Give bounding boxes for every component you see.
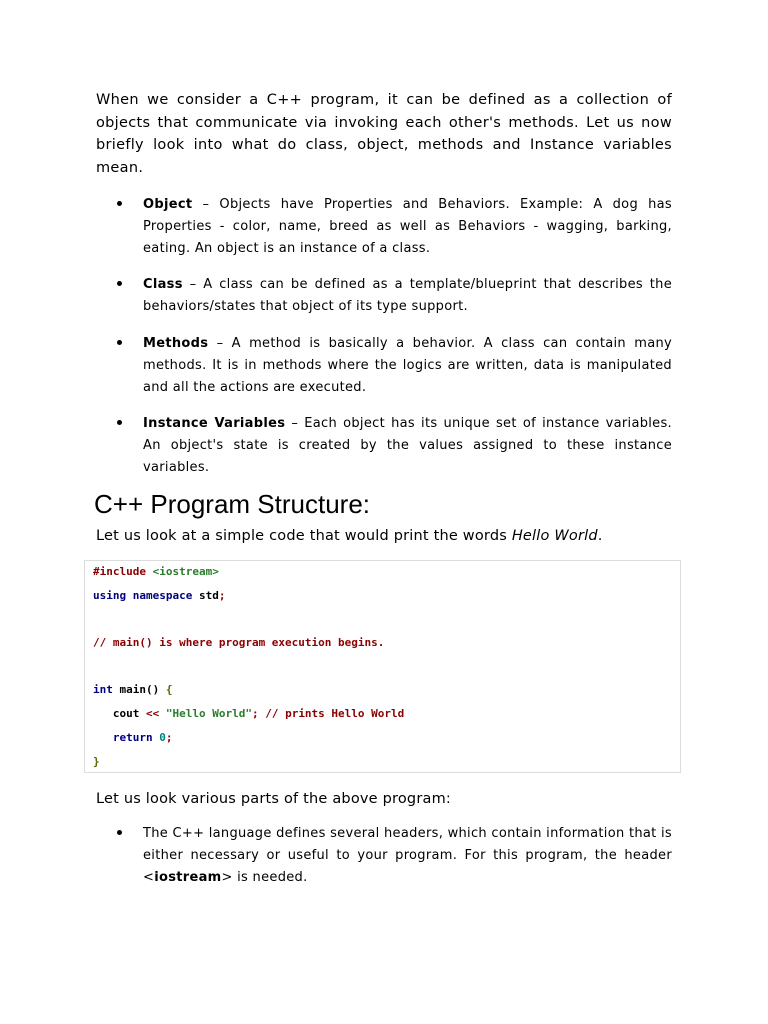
definition-instance-variables: – Each object has its unique set of instance variables. An object's state is created by the values assigned to these instance variables. xyxy=(143,416,672,475)
code-block xyxy=(84,560,681,773)
code-line-6 xyxy=(93,683,172,697)
code-line-4 xyxy=(93,636,384,650)
intro-paragraph: When we consider a C++ program, it can be defined as a collection of objects that communicate via invoking each other's methods. Let us now briefly look into what do class, object, methods and Instance variables mean. xyxy=(96,92,672,176)
angle-close: > xyxy=(221,870,233,885)
code-brace: } xyxy=(93,755,100,768)
bullet-icon xyxy=(117,830,122,835)
code-operator: << xyxy=(145,707,166,720)
list-item-text xyxy=(143,823,672,889)
code-punct: ; xyxy=(218,589,226,602)
code-directive: #include xyxy=(93,565,153,578)
code-identifier: std xyxy=(198,589,219,602)
code-header: <iostream> xyxy=(152,565,219,578)
code-indent xyxy=(93,731,113,744)
lead-paragraph xyxy=(96,525,603,547)
headers-text: The C++ language defines several headers, which contain information that is either necessary or useful to your program. For this program, the header xyxy=(143,826,672,863)
code-punct: ; xyxy=(165,731,173,744)
definition-class: – A class can be defined as a template/blueprint that describes the behaviors/states that object of its type support. xyxy=(143,277,672,314)
code-line-2 xyxy=(93,589,225,603)
bullet-icon xyxy=(117,201,122,206)
bullet-icon xyxy=(117,420,122,425)
bullet-icon xyxy=(117,281,122,286)
headers-text-end: is needed. xyxy=(232,870,308,885)
lead-emphasis: Hello World xyxy=(511,528,598,544)
angle-open: < xyxy=(143,870,155,885)
code-identifier: main() xyxy=(119,683,166,696)
header-name: iostream xyxy=(154,870,222,885)
code-brace: { xyxy=(165,683,173,696)
code-number: 0 xyxy=(159,731,166,744)
code-line-7 xyxy=(93,707,404,721)
list-item-text xyxy=(143,274,672,318)
code-keyword: int xyxy=(93,683,120,696)
code-keyword: using namespace xyxy=(93,589,199,602)
code-line-1 xyxy=(93,565,219,579)
lead-text: Let us look at a simple code that would print the words xyxy=(96,528,512,544)
list-item-text xyxy=(143,413,672,479)
definition-methods: – A method is basically a behavior. A class can contain many methods. It is in methods where the logics are written, data is manipulated and all the actions are executed. xyxy=(143,336,672,395)
term-object: Object xyxy=(143,197,193,212)
term-instance-variables: Instance Variables xyxy=(143,416,286,431)
code-line-9 xyxy=(93,755,100,769)
term-methods: Methods xyxy=(143,336,209,351)
term-class: Class xyxy=(143,277,183,292)
code-punct: ; xyxy=(251,707,259,720)
list-item-text xyxy=(143,194,672,260)
code-string: "Hello World" xyxy=(165,707,252,720)
section-title: C++ Program Structure: xyxy=(94,489,370,519)
list-item-text xyxy=(143,333,672,399)
code-identifier: cout xyxy=(93,707,146,720)
code-comment: // prints Hello World xyxy=(258,707,405,720)
code-line-8 xyxy=(93,731,172,745)
bullet-icon xyxy=(117,340,122,345)
lead-period: . xyxy=(597,528,603,544)
outro-paragraph: Let us look various parts of the above program: xyxy=(96,791,451,807)
definition-object: – Objects have Properties and Behaviors. Example: A dog has Properties - color, name, breed as well as Behaviors - wagging, barking, eating. An object is an instance of a class. xyxy=(143,197,672,256)
code-comment: // main() is where program execution begins. xyxy=(93,636,385,649)
code-keyword: return xyxy=(112,731,160,744)
